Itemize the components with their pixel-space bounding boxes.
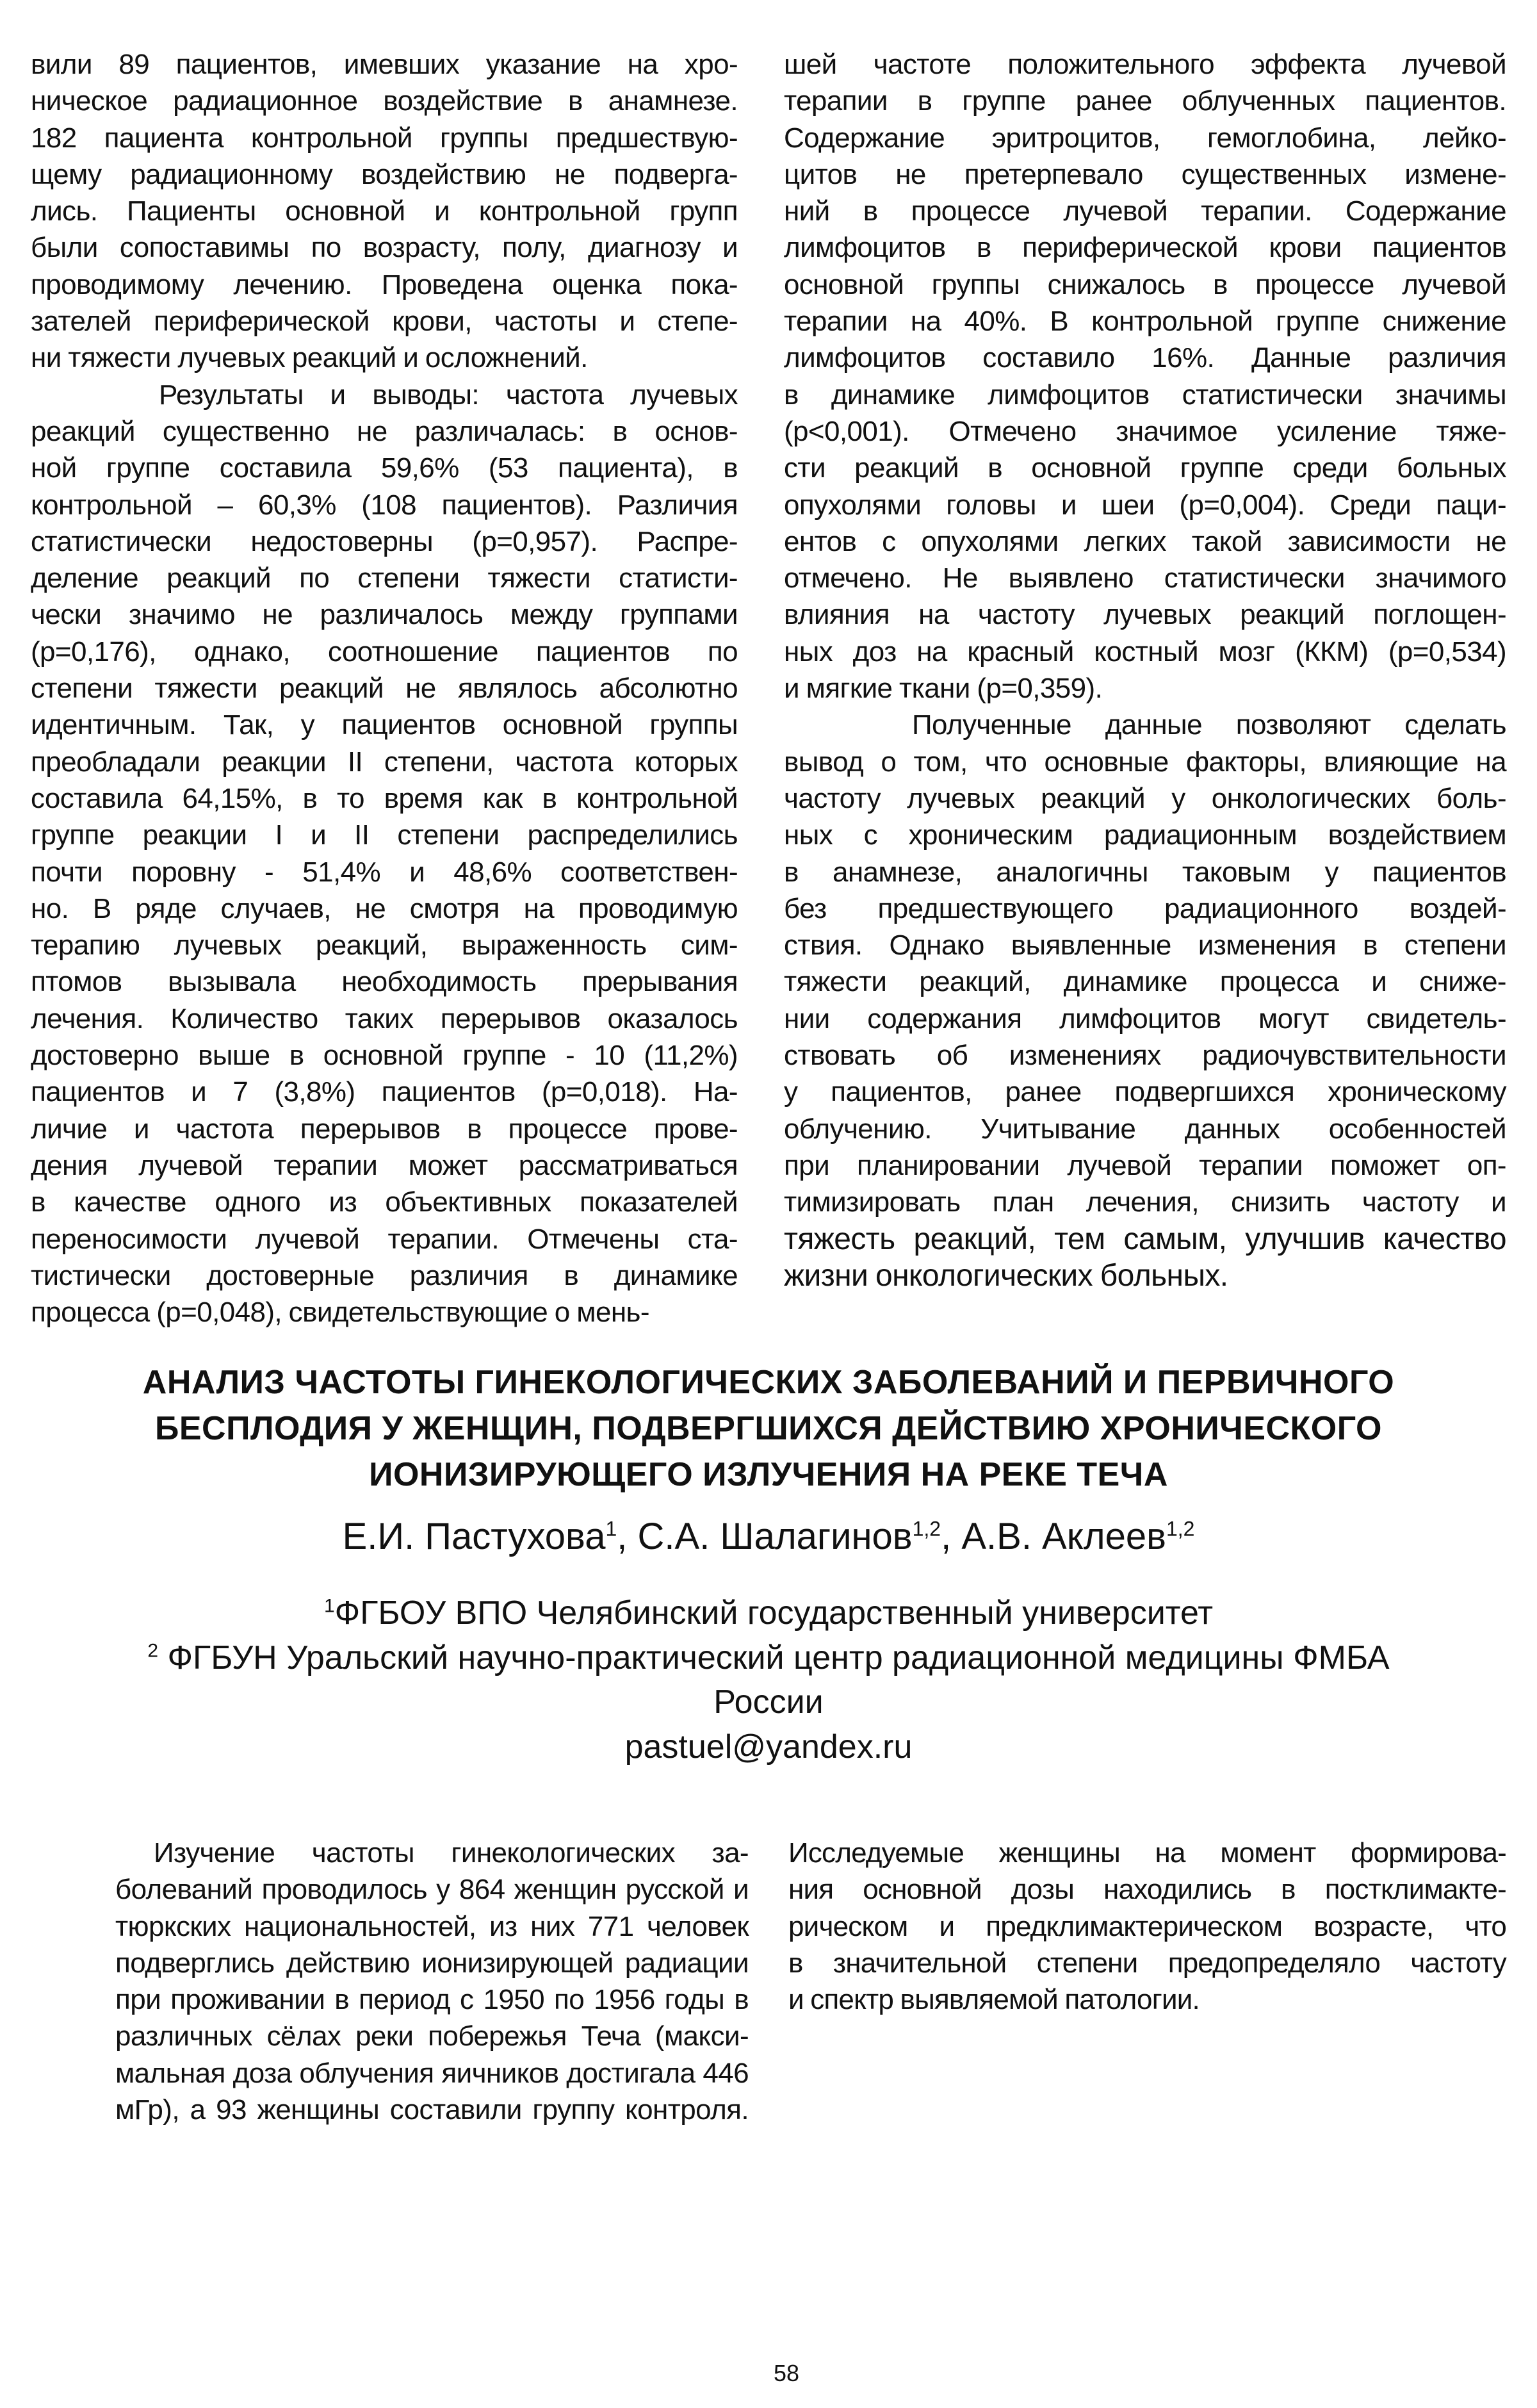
- text-line: мальная доза облучения яичников достигала 446: [115, 2057, 749, 2089]
- text-line: 182 пациента контрольной группы предшествую-: [31, 122, 738, 154]
- article-title-line-2: БЕСПЛОДИЯ У ЖЕНЩИН, ПОДВЕРГШИХСЯ ДЕЙСТВИЮ ХРОНИЧЕСКОГО: [155, 1410, 1382, 1447]
- text-line: частоту лучевых реакций у онкологических боль-: [784, 782, 1506, 814]
- text-line: ствия. Однако выявленные изменения в степени: [784, 930, 1506, 962]
- text-line: реакций существенно не различалась: в основ-: [31, 415, 738, 447]
- author-name: Е.И. Пастухова: [342, 1516, 606, 1557]
- author-separator: ,: [617, 1516, 638, 1557]
- text-line: тяжесть реакций, тем самым, улучшив качество: [784, 1222, 1506, 1256]
- text-line: контрольной – 60,3% (108 пациентов). Различия: [31, 489, 738, 521]
- text-line: в анамнезе, аналогичны таковым у пациентов: [784, 856, 1506, 888]
- author-affiliation-mark: 1: [605, 1517, 617, 1541]
- text-line: нии содержания лимфоцитов могут свидетель-: [784, 1003, 1506, 1035]
- text-line: ни тяжести лучевых реакций и осложнений.: [31, 342, 588, 374]
- text-line: Содержание эритроцитов, гемоглобина, лейко-: [784, 122, 1506, 154]
- affiliation-2-continued: России: [713, 1683, 824, 1721]
- text-line: и мягкие ткани (р=0,359).: [784, 673, 1103, 705]
- text-line: и спектр выявляемой патологии.: [788, 1984, 1200, 2016]
- text-line: лечения. Количество таких перерывов оказалось: [31, 1003, 738, 1035]
- text-line: тяжести реакций, динамике процесса и сниже-: [784, 966, 1506, 998]
- author-name: А.В. Аклеев: [961, 1516, 1166, 1557]
- text-line: вывод о том, что основные факторы, влияющие на: [784, 746, 1506, 778]
- text-line: ной группе составила 59,6% (53 пациента), в: [31, 452, 738, 484]
- author-email[interactable]: pastuel@yandex.ru: [624, 1728, 913, 1765]
- text-line: у пациентов, ранее подвергшихся хроническому: [784, 1076, 1506, 1108]
- text-line: ний в процессе лучевой терапии. Содержание: [784, 195, 1506, 227]
- text-line: лись. Пациенты основной и контрольной групп: [31, 195, 738, 227]
- text-line: процесса (р=0,048), свидетельствующие о мень-: [31, 1297, 649, 1329]
- text-line: Изучение частоты гинекологических за-: [154, 1837, 749, 1869]
- text-line: пациентов и 7 (3,8%) пациентов (р=0,018). На-: [31, 1076, 738, 1108]
- text-line: идентичным. Так, у пациентов основной группы: [31, 709, 738, 741]
- text-line: ных с хроническим радиационным воздействием: [784, 819, 1506, 851]
- text-line: мГр), а 93 женщины составили группу контроля.: [115, 2094, 749, 2126]
- text-line: ных доз на красный костный мозг (ККМ) (р=0,534): [784, 635, 1506, 668]
- text-line: различных сёлах реки побережья Теча (макси-: [115, 2020, 749, 2052]
- text-line: терапии в группе ранее облученных пациентов.: [784, 85, 1506, 117]
- text-line: терапию лучевых реакций, выраженность сим-: [31, 930, 738, 962]
- text-line: тимизировать план лечения, снизить частоту и: [784, 1186, 1506, 1218]
- text-line: отмечено. Не выявлено статистически значимого: [784, 562, 1506, 594]
- text-line: цитов не претерпевало существенных измене-: [784, 158, 1506, 190]
- text-line: лимфоцитов составило 16%. Данные различия: [784, 342, 1506, 374]
- text-line: влияния на частоту лучевых реакций поглощен-: [784, 599, 1506, 631]
- affiliation-text: ФГБОУ ВПО Челябинский государственный университет: [334, 1594, 1214, 1632]
- affiliation-mark: 2: [147, 1640, 159, 1662]
- text-line: ствовать об изменениях радиочувствительности: [784, 1040, 1506, 1072]
- affiliation-1: [0, 1594, 1537, 1632]
- text-line: чески значимо не различалось между группами: [31, 599, 738, 631]
- article-left-column: [115, 1835, 749, 2128]
- text-line: достоверно выше в основной группе - 10 (11,2%): [31, 1040, 738, 1072]
- text-line: тистически достоверные различия в динамике: [31, 1259, 738, 1291]
- text-line: ния основной дозы находились в постклимакте-: [788, 1874, 1506, 1906]
- affiliation-text: ФГБУН Уральский научно-практический центр радиационной медицины ФМБА: [158, 1639, 1390, 1676]
- affiliation-mark: 1: [323, 1595, 335, 1617]
- text-line: терапии на 40%. В контрольной группе снижение: [784, 306, 1506, 338]
- text-line: в динамике лимфоцитов статистически значимы: [784, 379, 1506, 411]
- text-line: составила 64,15%, в то время как в контрольной: [31, 782, 738, 814]
- text-line: зателей периферической крови, частоты и степе-: [31, 306, 738, 338]
- text-line: ническое радиационное воздействие в анамнезе.: [31, 85, 738, 117]
- text-line: рическом и предклимактерическом возрасте, что: [788, 1910, 1506, 1942]
- text-line: дения лучевой терапии может рассматриваться: [31, 1149, 738, 1181]
- previous-article-right-column: [784, 46, 1506, 1294]
- text-line: без предшествующего радиационного воздей-: [784, 892, 1506, 924]
- text-line: ентов с опухолями легких такой зависимости не: [784, 525, 1506, 557]
- text-line: птомов вызывала необходимость прерывания: [31, 966, 738, 998]
- text-line: Исследуемые женщины на момент формирова-: [788, 1837, 1506, 1869]
- text-line: облучению. Учитывание данных особенностей: [784, 1113, 1506, 1145]
- author-affiliation-mark: 1,2: [1166, 1517, 1195, 1541]
- text-line: деление реакций по степени тяжести статисти-: [31, 562, 738, 594]
- text-line: личие и частота перерывов в процессе прове-: [31, 1113, 738, 1145]
- author-name: С.А. Шалагинов: [637, 1516, 913, 1557]
- text-line: при планировании лучевой терапии поможет оп-: [784, 1149, 1506, 1181]
- text-line: сти реакций в основной группе среди больных: [784, 452, 1506, 484]
- text-line: Полученные данные позволяют сделать: [912, 709, 1506, 741]
- text-line: степени тяжести реакций не являлось абсолютно: [31, 673, 738, 705]
- article-right-column: [788, 1835, 1506, 2018]
- text-line: преобладали реакции II степени, частота которых: [31, 746, 738, 778]
- text-line: болеваний проводилось у 864 женщин русской и: [115, 1874, 749, 1906]
- text-line: шей частоте положительного эффекта лучевой: [784, 49, 1506, 80]
- article-title-line-3: ИОНИЗИРУЮЩЕГО ИЗЛУЧЕНИЯ НА РЕКЕ ТЕЧА: [369, 1456, 1168, 1493]
- article-title-line-1: АНАЛИЗ ЧАСТОТЫ ГИНЕКОЛОГИЧЕСКИХ ЗАБОЛЕВАНИЙ И ПЕРВИЧНОГО: [142, 1364, 1395, 1401]
- text-line: основной группы снижалось в процессе лучевой: [784, 268, 1506, 300]
- authors: [0, 1515, 1537, 1558]
- text-line: жизни онкологических больных.: [784, 1258, 1228, 1293]
- text-line: были сопоставимы по возрасту, полу, диагнозу и: [31, 232, 738, 264]
- text-line: (р<0,001). Отмечено значимое усиление тяже-: [784, 415, 1506, 447]
- text-line: (р=0,176), однако, соотношение пациентов по: [31, 635, 738, 668]
- text-line: лимфоцитов в периферической крови пациентов: [784, 232, 1506, 264]
- affiliation-2: [0, 1639, 1537, 1677]
- text-line: вили 89 пациентов, имевших указание на хро-: [31, 49, 738, 80]
- text-line: но. В ряде случаев, не смотря на проводимую: [31, 892, 738, 924]
- text-line: почти поровну - 51,4% и 48,6% соответствен-: [31, 856, 738, 888]
- text-line: щему радиационному воздействию не подверга-: [31, 158, 738, 190]
- text-line: в качестве одного из объективных показателей: [31, 1186, 738, 1218]
- text-line: тюркских национальностей, из них 771 человек: [115, 1910, 749, 1942]
- text-line: опухолями головы и шеи (р=0,004). Среди паци-: [784, 489, 1506, 521]
- text-line: переносимости лучевой терапии. Отмечены ста-: [31, 1223, 738, 1255]
- text-line: при проживании в период с 1950 по 1956 годы в: [115, 1984, 749, 2016]
- text-line: статистически недостоверны (р=0,957). Распре-: [31, 525, 738, 557]
- page-number: 58: [773, 2360, 800, 2386]
- text-line: проводимому лечению. Проведена оценка пока-: [31, 268, 738, 300]
- author-separator: ,: [941, 1516, 962, 1557]
- previous-article-left-column: [31, 46, 738, 1331]
- author-affiliation-mark: 1,2: [912, 1517, 941, 1541]
- text-line: группе реакции I и II степени распределились: [31, 819, 738, 851]
- text-line: Результаты и выводы: частота лучевых: [159, 379, 738, 411]
- text-line: подверглись действию ионизирующей радиации: [115, 1947, 749, 1979]
- text-line: в значительной степени предопределяло частоту: [788, 1947, 1506, 1979]
